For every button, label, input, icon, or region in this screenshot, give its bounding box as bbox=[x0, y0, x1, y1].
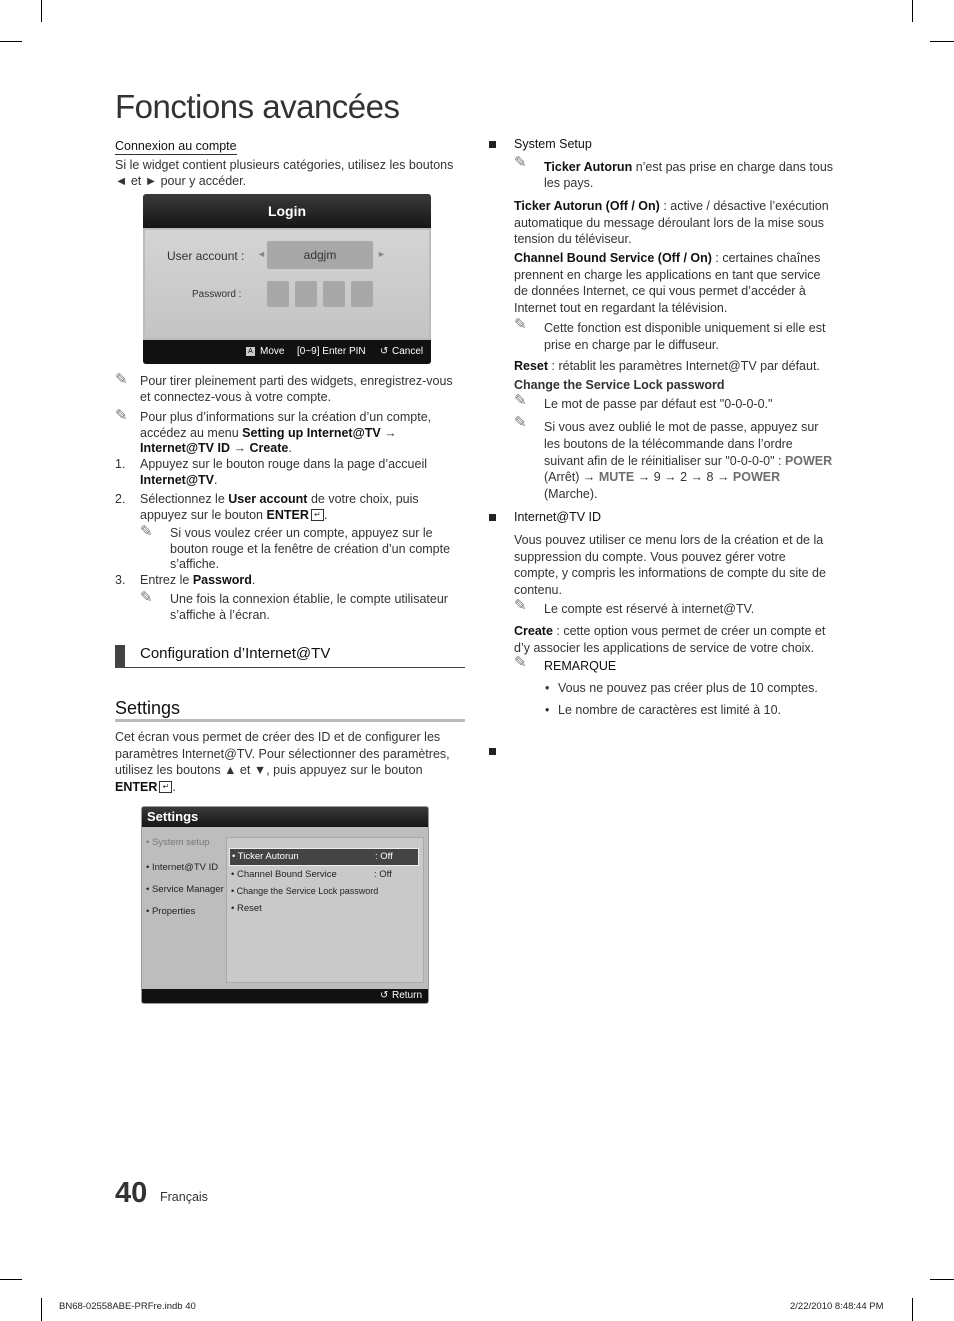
step-2: Sélectionnez le User account de votre choix, puis appuyez sur le bouton ENTER ↵ . bbox=[140, 492, 419, 522]
pencil-icon: ✎ bbox=[514, 154, 527, 171]
settings-divider bbox=[115, 719, 465, 722]
note-widgets: Pour tirer pleinement parti des widgets, enregistrez-vous et connectez-vous à votre compte. bbox=[140, 374, 453, 404]
internet-id-note: Le compte est réservé à internet@TV. bbox=[544, 602, 755, 616]
pin-digit[interactable] bbox=[323, 281, 345, 307]
option-ticker-autorun[interactable]: • Ticker Autorun : Off bbox=[229, 848, 419, 866]
settings-text: Cet écran vous permet de créer des ID et de configurer les paramètres Internet@TV. Pour sélectionner des paramètres, utilisez les boutons ▲ et ▼, puis appuyez sur le bouton ENTER ↵ . bbox=[115, 730, 450, 794]
crop-mark bbox=[930, 41, 954, 42]
return-icon: ↺ bbox=[380, 990, 389, 1001]
enter-pin-label: [0~9] Enter PIN bbox=[297, 346, 366, 357]
step-number: 2. bbox=[115, 492, 126, 506]
pencil-icon: ✎ bbox=[115, 371, 128, 388]
change-lock-heading: Change the Service Lock password bbox=[514, 378, 725, 392]
ticker-note: Ticker Autorun n’est pas prise en charge dans tous les pays. bbox=[544, 160, 834, 190]
option-change-lock-password[interactable]: • Change the Service Lock password bbox=[231, 886, 379, 896]
bullet-max-accounts: Vous ne pouvez pas créer plus de 10 comptes. bbox=[558, 681, 818, 695]
settings-heading: Settings bbox=[115, 698, 181, 718]
login-dialog bbox=[143, 194, 431, 364]
settings-footer bbox=[142, 989, 428, 1003]
note-account: Pour plus d’informations sur la création d’un compte, accédez au menu Setting up Internet@TV → Internet@TV ID → Create. bbox=[140, 410, 432, 455]
pin-digit[interactable] bbox=[351, 281, 373, 307]
square-bullet-icon bbox=[489, 141, 496, 148]
pencil-icon: ✎ bbox=[514, 654, 527, 671]
reset-desc: Reset : rétablit les paramètres Internet@TV par défaut. bbox=[514, 359, 820, 373]
section-heading: Configuration d’Internet@TV bbox=[140, 645, 331, 662]
pin-digit[interactable] bbox=[295, 281, 317, 307]
menu-item-service-manager[interactable]: • Service Manager bbox=[146, 884, 224, 895]
connexion-heading: Connexion au compte bbox=[115, 139, 237, 153]
enter-icon: ↵ bbox=[311, 509, 324, 521]
pencil-icon: ✎ bbox=[140, 589, 153, 606]
section-accent-bar bbox=[115, 645, 125, 667]
channel-note: Cette fonction est disponible uniquement si elle est prise en charge par le diffuseur. bbox=[544, 321, 826, 352]
connexion-text: Si le widget contient plusieurs catégories, utilisez les boutons ◄ et ► pour y accéder. bbox=[115, 158, 454, 188]
options-panel bbox=[226, 837, 424, 983]
enter-icon: ↵ bbox=[159, 781, 172, 793]
bullet-dot: • bbox=[545, 681, 550, 695]
step-2-note: Si vous voulez créer un compte, appuyez sur le bouton rouge et la fenêtre de création d’un compte s’affiche. bbox=[170, 526, 451, 571]
channel-bound-desc: Channel Bound Service (Off / On) : certaines chaînes prennent en charge les applications en tant que service de données Internet, ce qui vous permet d’accéder à Internet tout en regardant la télévision. bbox=[514, 251, 821, 315]
menu-item-system-setup[interactable]: • System setup bbox=[146, 837, 210, 848]
step-3-note: Une fois la connexion établie, le compte utilisateur s’affiche à l’écran. bbox=[170, 592, 448, 622]
return-icon: ↺ bbox=[380, 346, 389, 357]
crop-mark bbox=[0, 1279, 22, 1280]
crop-mark bbox=[41, 1298, 42, 1321]
footer-datetime: 2/22/2010 8:48:44 PM bbox=[790, 1301, 884, 1312]
language-label: Français bbox=[160, 1190, 208, 1204]
ticker-autorun-desc: Ticker Autorun (Off / On) : active / désactive l’exécution automatique du message déroulant lors de la mise sous tension du téléviseur. bbox=[514, 199, 829, 246]
a-button-icon: A bbox=[246, 347, 255, 356]
settings-dialog-title: Settings bbox=[142, 807, 428, 827]
password-label: Password : bbox=[192, 289, 242, 300]
page-number: 40 bbox=[115, 1177, 148, 1209]
settings-dialog bbox=[141, 806, 429, 1004]
menu-item-internet-tv-id[interactable]: • Internet@TV ID bbox=[146, 862, 219, 873]
user-account-label: User account : bbox=[167, 249, 245, 263]
menu-item-properties[interactable]: • Properties bbox=[146, 906, 196, 917]
square-bullet-icon bbox=[489, 514, 496, 521]
option-channel-bound-service[interactable]: • Channel Bound Service : Off bbox=[231, 869, 392, 880]
step-number: 3. bbox=[115, 573, 126, 587]
move-label: Move bbox=[260, 346, 285, 357]
pencil-icon: ✎ bbox=[514, 414, 527, 431]
square-bullet-icon bbox=[489, 748, 496, 755]
login-footer bbox=[143, 340, 431, 364]
pin-digit[interactable] bbox=[267, 281, 289, 307]
lock-note-default: Le mot de passe par défaut est "0-0-0-0." bbox=[544, 397, 773, 411]
step-number: 1. bbox=[115, 457, 126, 471]
bullet-max-chars: Le nombre de caractères est limité à 10. bbox=[558, 703, 782, 717]
step-3: Entrez le Password. bbox=[140, 573, 256, 587]
system-setup-heading: System Setup bbox=[514, 137, 592, 151]
login-title: Login bbox=[143, 194, 431, 228]
crop-mark bbox=[912, 0, 913, 22]
footer-file: BN68-02558ABE-PRFre.indb 40 bbox=[59, 1301, 196, 1312]
arrow-left-icon[interactable]: ◄ bbox=[257, 249, 266, 259]
crop-mark bbox=[41, 0, 42, 22]
pencil-icon: ✎ bbox=[514, 392, 527, 409]
pencil-icon: ✎ bbox=[514, 597, 527, 614]
remarque-label: REMARQUE bbox=[544, 659, 617, 673]
page-title: Fonctions avancées bbox=[115, 88, 400, 125]
return-label[interactable]: Return bbox=[392, 990, 423, 1001]
section-divider bbox=[115, 667, 465, 668]
option-reset[interactable]: • Reset bbox=[231, 903, 262, 914]
step-1: Appuyez sur le bouton rouge dans la page d’accueil Internet@TV. bbox=[140, 457, 428, 487]
crop-mark bbox=[0, 41, 22, 42]
bullet-dot: • bbox=[545, 703, 550, 717]
user-account-select[interactable]: adgjm bbox=[267, 241, 373, 269]
create-desc: Create : cette option vous permet de créer un compte et d’y associer les applications de service de votre choix. bbox=[514, 624, 826, 655]
arrow-right-icon[interactable]: ► bbox=[377, 249, 386, 259]
pencil-icon: ✎ bbox=[514, 316, 527, 333]
internet-id-text: Vous pouvez utiliser ce menu lors de la création et de la suppression du compte. Vous pouvez gérer votre compte, y compris les informations de compte du site de contenu. bbox=[514, 533, 826, 598]
crop-mark bbox=[930, 1279, 954, 1280]
pencil-icon: ✎ bbox=[115, 407, 128, 424]
cancel-label[interactable]: Cancel bbox=[392, 346, 424, 357]
internet-id-heading: Internet@TV ID bbox=[514, 510, 602, 524]
pencil-icon: ✎ bbox=[140, 523, 153, 540]
crop-mark bbox=[912, 1298, 913, 1321]
lock-note-reset: Si vous avez oublié le mot de passe, appuyez sur les boutons de la télécommande dans l’ordre suivant afin de le réinitialiser sur "0-0-0-0" : POWER (Arrêt) → MUTE → 9 → 2 → 8 → POWER (Marche). bbox=[544, 420, 833, 502]
